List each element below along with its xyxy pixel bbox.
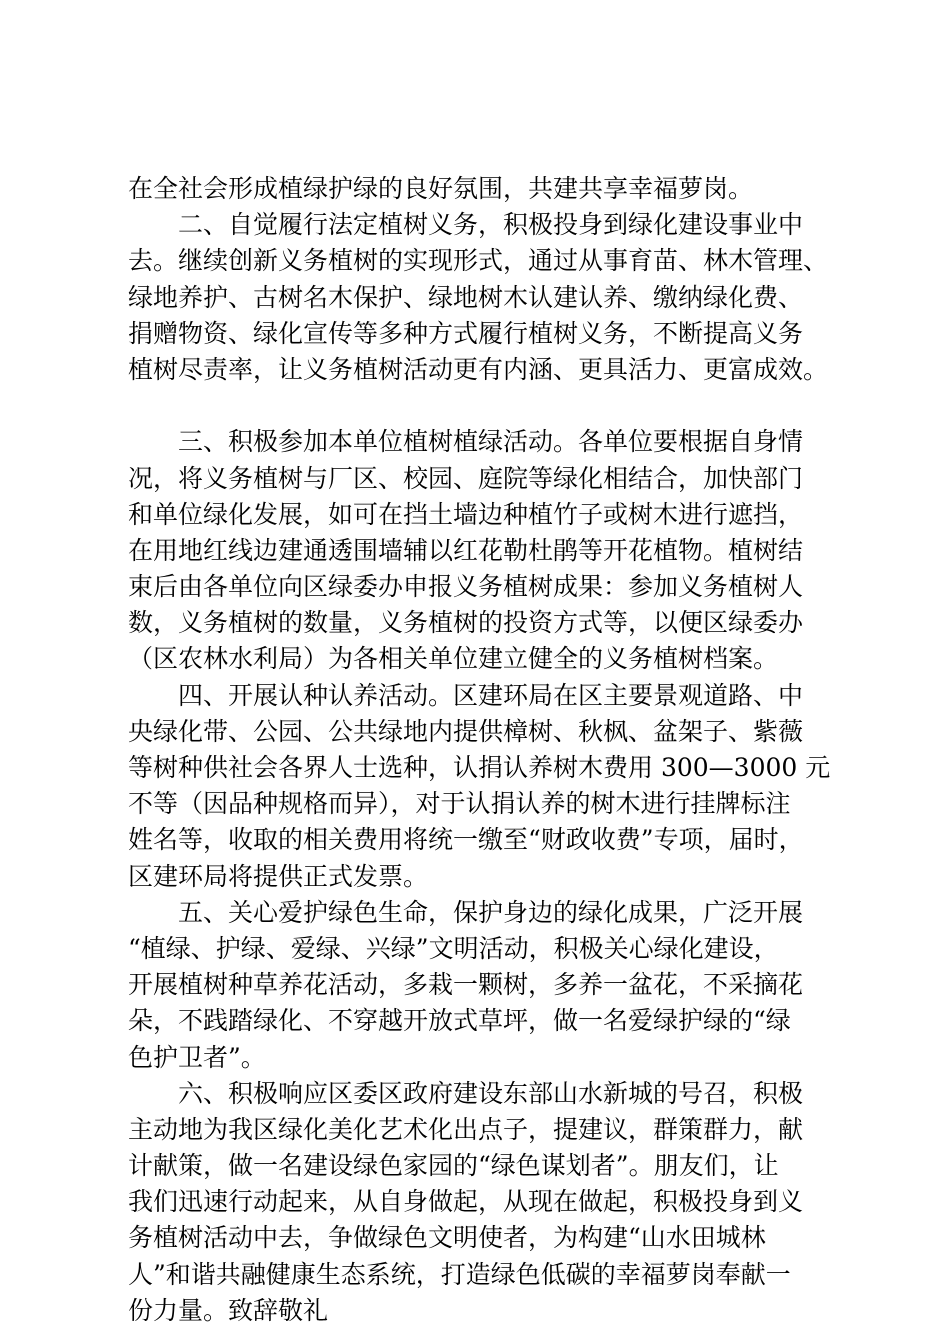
text-line: 况，将义务植树与厂区、校园、庭院等绿化相结合，加快部门 xyxy=(128,463,804,493)
text-line: 色护卫者”。 xyxy=(128,1042,266,1072)
text-line: 区建环局将提供正式发票。 xyxy=(128,861,429,891)
blank-line xyxy=(128,388,838,424)
text-line: 开展植树种草养花活动，多栽一颗树，多养一盆花，不采摘花 xyxy=(128,970,804,1000)
text-line: 我们迅速行动起来，从自身做起，从现在做起，积极投身到义 xyxy=(128,1187,804,1217)
paragraph-5-start: 五、关心爱护绿色生命，保护身边的绿化成果，广泛开展 xyxy=(128,897,804,927)
text-line: 去。继续创新义务植树的实现形式，通过从事育苗、林木管理、 xyxy=(128,246,829,276)
text-line: 人”和谐共融健康生态系统，打造绿色低碳的幸福萝岗奉献一 xyxy=(128,1259,791,1289)
text-line: 朵，不践踏绿化、不穿越开放式草坪，做一名爱绿护绿的“绿 xyxy=(128,1006,791,1036)
paragraph-6-start: 六、积极响应区委区政府建设东部山水新城的号召，积极 xyxy=(128,1078,804,1108)
text-line: 等树种供社会各界人士选种，认捐认养树木费用 300—3000 元 xyxy=(128,753,831,782)
text-line: 和单位绿化发展，如可在挡土墙边种植竹子或树木进行遮挡， xyxy=(128,499,804,529)
text-line: 计献策，做一名建设绿色家园的“绿色谋划者”。朋友们，让 xyxy=(128,1151,779,1181)
text-line: 央绿化带、公园、公共绿地内提供樟树、秋枫、盆架子、紫薇 xyxy=(128,716,804,746)
paragraph-4-start: 四、开展认种认养活动。区建环局在区主要景观道路、中 xyxy=(128,680,804,710)
text-line: 务植树活动中去，争做绿色文明使者，为构建“山水田城林 xyxy=(128,1223,766,1253)
document-body xyxy=(128,171,838,1329)
text-line: 在用地红线边建通透围墙辅以红花勒杜鹃等开花植物。植树结 xyxy=(128,535,804,565)
text-line: 在全社会形成植绿护绿的良好氛围，共建共享幸福萝岗。 xyxy=(128,174,754,203)
text-line: 植树尽责率，让义务植树活动更有内涵、更具活力、更富成效。 xyxy=(128,354,829,384)
paragraph-2-start: 二、自觉履行法定植树义务，积极投身到绿化建设事业中 xyxy=(128,210,804,240)
text-line: 主动地为我区绿化美化艺术化出点子，提建议，群策群力，献 xyxy=(128,1114,804,1144)
paragraph-3-start: 三、积极参加本单位植树植绿活动。各单位要根据自身情 xyxy=(128,427,804,457)
text-line: “植绿、护绿、爱绿、兴绿”文明活动，积极关心绿化建设， xyxy=(128,933,779,963)
text-line: 份力量。致辞敬礼 xyxy=(128,1295,329,1325)
text-line: 姓名等，收取的相关费用将统一缴至“财政收费”专项，届时， xyxy=(128,825,804,855)
text-line: 绿地养护、古树名木保护、绿地树木认建认养、缴纳绿化费、 xyxy=(128,282,804,312)
text-line: 数，义务植树的数量，义务植树的投资方式等，以便区绿委办 xyxy=(128,608,804,638)
text-line: 捐赠物资、绿化宣传等多种方式履行植树义务，不断提高义务 xyxy=(128,318,804,348)
text-line: （区农林水利局）为各相关单位建立健全的义务植树档案。 xyxy=(128,644,779,674)
text-line: 不等（因品种规格而异），对于认捐认养的树木进行挂牌标注 xyxy=(128,789,791,819)
text-line: 束后由各单位向区绿委办申报义务植树成果：参加义务植树人 xyxy=(128,572,804,602)
